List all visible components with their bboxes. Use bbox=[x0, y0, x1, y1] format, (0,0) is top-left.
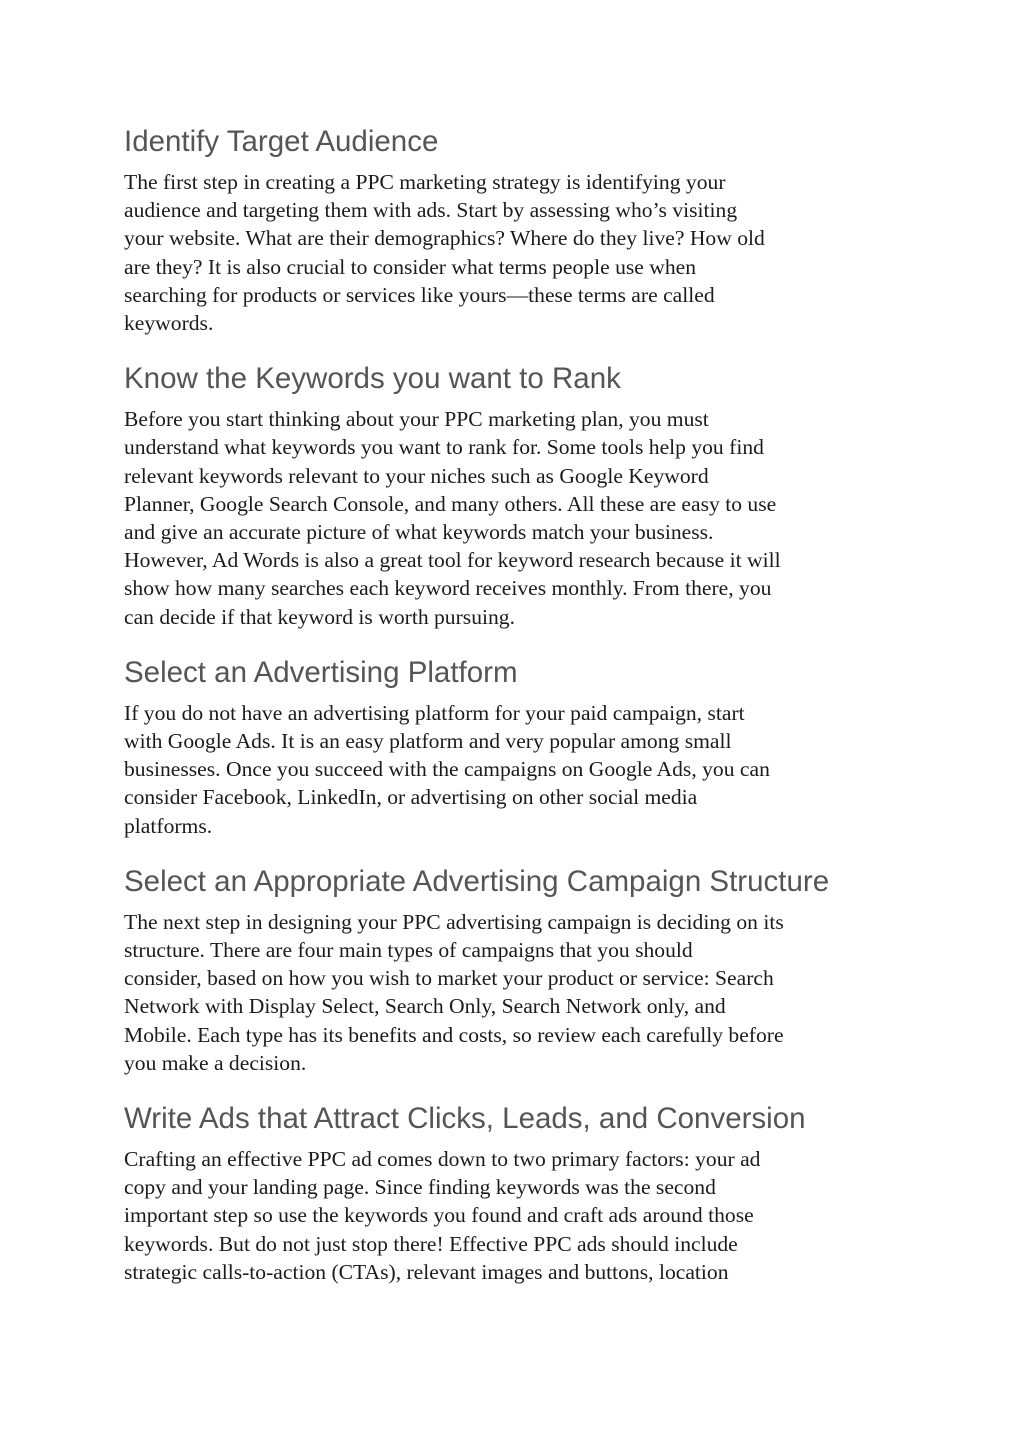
section-paragraph: Crafting an effective PPC ad comes down to two primary factors: your ad copy and your landing page. Since finding keywords was the second important step so use the keywords you found and craft ads around those keywords. But do not just stop there! Effective PPC ads should include strategic calls-to-action (CTAs), relevant images and buttons, location bbox=[124, 1147, 761, 1284]
section-select-advertising-platform bbox=[124, 655, 904, 840]
section-paragraph: The first step in creating a PPC marketing strategy is identifying your audience and targeting them with ads. Start by assessing who’s visiting your website. What are their demographics? Where do they live? How old are they? It is also crucial to consider what terms people use when searching for products or services like yours—these terms are called keywords. bbox=[124, 170, 765, 336]
section-write-ads bbox=[124, 1101, 904, 1286]
section-paragraph: If you do not have an advertising platform for your paid campaign, start with Google Ads. It is an easy platform and very popular among small businesses. Once you succeed with the campaigns on Google Ads, you can consider Facebook, LinkedIn, or advertising on other social media platforms. bbox=[124, 700, 770, 838]
section-heading: Identify Target Audience bbox=[124, 125, 439, 158]
section-paragraph: Before you start thinking about your PPC marketing plan, you must understand what keywords you want to rank for. Some tools help you find relevant keywords relevant to your niches such as Google Keyword Planner, Google Search Console, and many others. All these are easy to use and give an accurate picture of what keywords match your business. However, Ad Words is also a great tool for keyword research because it will show how many searches each keyword receives monthly. From there, you can decide if that keyword is worth pursuing. bbox=[124, 407, 781, 629]
section-heading: Know the Keywords you want to Rank bbox=[124, 362, 621, 396]
section-campaign-structure bbox=[124, 864, 904, 1077]
section-paragraph: The next step in designing your PPC advertising campaign is deciding on its structure. There are four main types of campaigns that you should consider, based on how you wish to market your product or service: Search Network with Display Select, Search Only, Search Network only, and Mobile. Each type has its benefits and costs, so review each carefully before you make a decision. bbox=[124, 909, 784, 1075]
section-heading: Select an Appropriate Advertising Campaign Structure bbox=[124, 864, 830, 898]
section-identify-target-audience bbox=[124, 124, 904, 337]
section-heading: Write Ads that Attract Clicks, Leads, and Conversion bbox=[124, 1102, 806, 1136]
section-heading: Select an Advertising Platform bbox=[124, 655, 518, 689]
section-know-the-keywords bbox=[124, 361, 904, 631]
document-content bbox=[124, 124, 904, 1310]
